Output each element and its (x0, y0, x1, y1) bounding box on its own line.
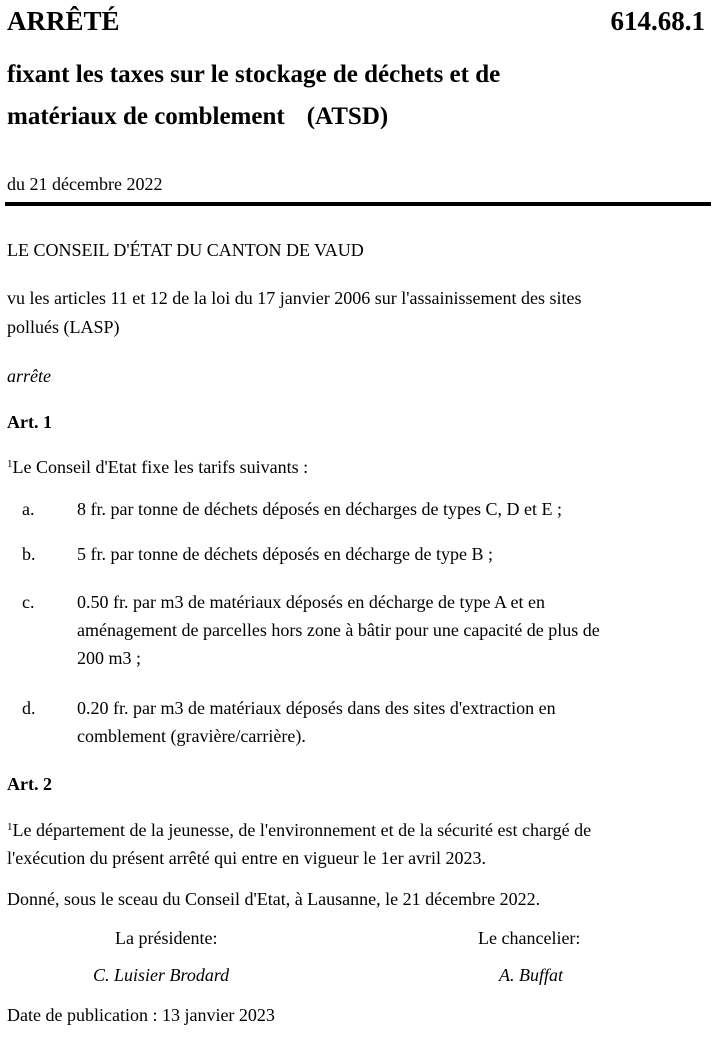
list-item (0, 589, 713, 679)
title-main: matériaux de comblement (7, 103, 285, 130)
paragraph-number: 1 (7, 821, 13, 833)
considering-line-2: pollués (LASP) (7, 317, 120, 337)
list-item-letter: b. (22, 544, 36, 564)
article-2-line-2: l'exécution du présent arrêté qui entre en vigueur le 1er avril 2023. (7, 848, 487, 868)
header-divider (5, 202, 711, 206)
decision-date: du 21 décembre 2022 (7, 174, 163, 194)
document-number: 614.68.1 (610, 6, 705, 36)
signature-right-role: Le chancelier: (478, 928, 581, 948)
given-statement: Donné, sous le sceau du Conseil d'Etat, à Lausanne, le 21 décembre 2022. (7, 889, 541, 909)
list-item-text-line-2: aménagement de parcelles hors zone à bâtir pour une capacité de plus de (77, 620, 600, 640)
list-item-letter: c. (22, 592, 35, 612)
list-item-text-line-1: 0.20 fr. par m3 de matériaux déposés dans des sites d'extraction en (77, 698, 556, 718)
document-type: ARRÊTÉ (7, 6, 120, 36)
article-1-intro-text: Le Conseil d'Etat fixe les tarifs suivants : (12, 457, 309, 477)
title-line-1: fixant les taxes sur le stockage de déchets et de (7, 61, 501, 88)
article-2-line-1 (7, 817, 591, 844)
authority: LE CONSEIL D'ÉTAT DU CANTON DE VAUD (7, 240, 364, 260)
list-item-letter: a. (22, 499, 35, 519)
list-item-text-line-3: 200 m3 ; (77, 648, 142, 668)
article-1-heading: Art. 1 (7, 412, 52, 432)
title-abbreviation: (ATSD) (306, 103, 389, 130)
decrees-word: arrête (7, 366, 51, 386)
list-item (0, 695, 713, 755)
signature-right-name: A. Buffat (499, 965, 563, 985)
signature-left-name: C. Luisier Brodard (93, 965, 230, 985)
list-item-text: 8 fr. par tonne de déchets déposés en décharges de types C, D et E ; (77, 499, 563, 519)
list-item-text: 5 fr. par tonne de déchets déposés en décharge de type B ; (77, 544, 494, 564)
article-1-intro (7, 454, 308, 481)
article-2-heading: Art. 2 (7, 774, 52, 794)
article-2-line-1-text: Le département de la jeunesse, de l'environnement et de la sécurité est chargé de (12, 820, 592, 840)
list-item-text-line-2: comblement (gravière/carrière). (77, 726, 306, 746)
list-item-letter: d. (22, 698, 36, 718)
title-line-2 (7, 99, 388, 135)
list-item-text-line-1: 0.50 fr. par m3 de matériaux déposés en décharge de type A et en (77, 592, 546, 612)
considering-line-1: vu les articles 11 et 12 de la loi du 17 janvier 2006 sur l'assainissement des sites (7, 288, 582, 308)
paragraph-number: 1 (7, 458, 13, 470)
publication-date: Date de publication : 13 janvier 2023 (7, 1005, 275, 1025)
signature-left-role: La présidente: (115, 928, 218, 948)
